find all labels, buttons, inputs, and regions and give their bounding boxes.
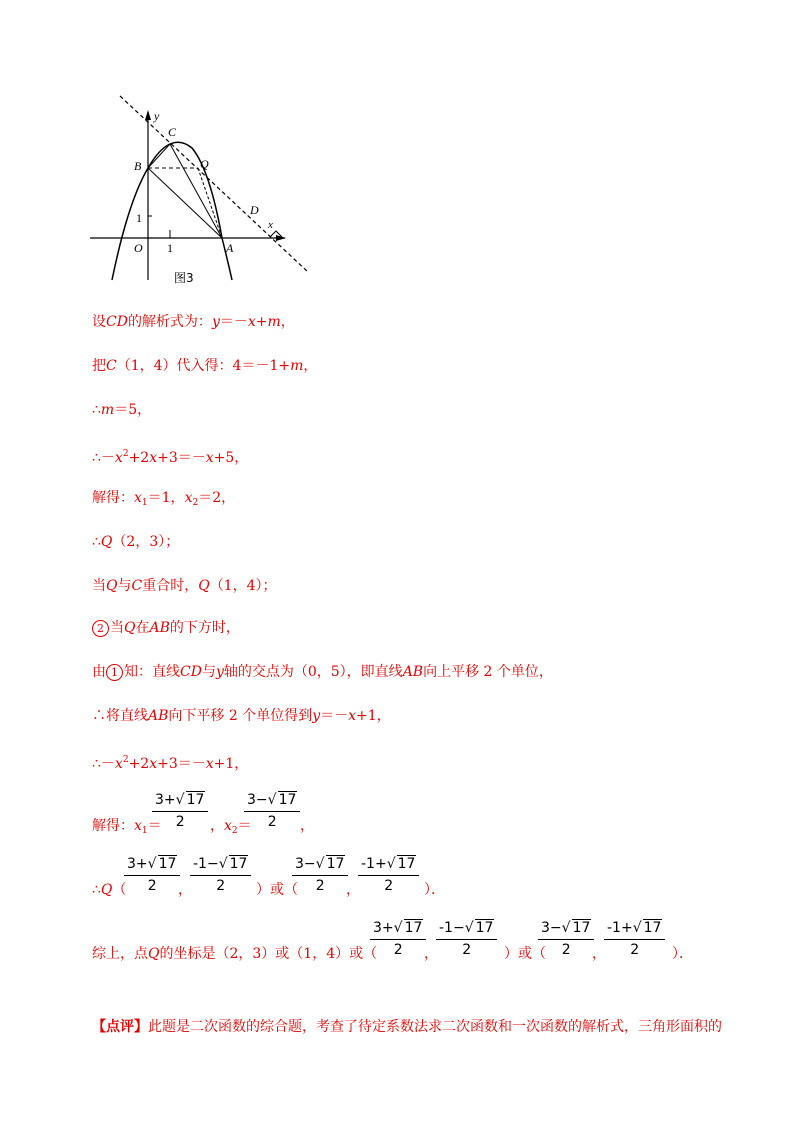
segment-ba <box>148 168 222 238</box>
circled-number-2: 2 <box>92 620 109 637</box>
segment-ca <box>170 144 222 238</box>
fraction-x1: $\frac{3+√ 17}{2}$ <box>152 792 208 830</box>
label-y: y <box>154 109 160 123</box>
geometry-figure <box>90 90 330 290</box>
fraction-s1-y: $\frac{-1-√ 17}{2}$ <box>436 920 497 958</box>
review-paragraph <box>92 1016 722 1036</box>
solution-line-3: ∴m＝5， <box>92 402 152 418</box>
solution-line-13: ∴Q（ <box>92 882 127 898</box>
fraction-s1-x: $\frac{3+√ 17}{2}$ <box>370 920 426 958</box>
solution-line-9: 由 1 知：直线CD与y轴的交点为（0，5），即直线AB向上平移 2 个单位， <box>92 664 553 680</box>
solution-line-2: 把C（1，4）代入得：4＝－1+m， <box>92 358 318 374</box>
fraction-s2-y: $\frac{-1+√ 17}{2}$ <box>604 920 665 958</box>
solution-line-4: $\therefore-x^2+2x+3=-x+5$， <box>92 449 249 466</box>
fraction-q2-x: $\frac{3-√ 17}{2}$ <box>292 856 348 894</box>
solution-line-7: 当Q与C重合时，Q（1，4）； <box>92 578 277 594</box>
fraction-q1-x: $\frac{3+√ 17}{2}$ <box>124 856 180 894</box>
solution-line-8: 2 当Q在AB的下方时， <box>92 618 240 638</box>
tick-label-y1: 1 <box>136 211 142 225</box>
parabola <box>112 142 232 280</box>
segment-bc <box>148 144 170 168</box>
circled-number-1: 1 <box>106 664 123 681</box>
solution-line-1: 设CD的解析式为：y＝－x+m， <box>92 314 295 330</box>
label-q: Q <box>200 157 209 171</box>
solution-line-10: ∴将直线AB向下平移 2 个单位得到y＝－x+1， <box>92 708 391 724</box>
solution-line-12: 解得：$x_1=$ <box>92 818 162 836</box>
label-a: A <box>226 241 234 255</box>
solution-line-5: 解得：$x_1=1$，$x_2=2$， <box>92 490 236 508</box>
review-tag: 【点评】 <box>92 1019 148 1035</box>
fraction-s2-x: $\frac{3-√ 17}{2}$ <box>538 920 594 958</box>
review-text: 此题是二次函数的综合题，考查了待定系数法求二次函数和一次函数的解析式，三角形面积的 <box>148 1019 722 1035</box>
solution-line-6: ∴Q（2，3）； <box>92 534 180 550</box>
label-b: B <box>134 159 142 173</box>
fraction-q2-y: $\frac{-1+√ 17}{2}$ <box>358 856 419 894</box>
solution-line-11: $\therefore-x^2+2x+3=-x+1$， <box>92 755 249 772</box>
solution-line-14: 综上，点Q的坐标是（2，3）或（1，4）或（ <box>92 946 378 962</box>
label-d: D <box>250 203 259 217</box>
solution-line-12b: ，$x_2=$ <box>210 818 252 836</box>
label-c: C <box>168 125 177 139</box>
segment-qa <box>198 168 222 238</box>
label-x: x <box>268 219 273 231</box>
label-o: O <box>134 241 143 255</box>
y-axis-arrow <box>145 110 151 120</box>
tick-label-x1: 1 <box>167 241 173 255</box>
fraction-q1-y: $\frac{-1-√ 17}{2}$ <box>190 856 251 894</box>
fraction-x2: $\frac{3-√ 17}{2}$ <box>244 792 300 830</box>
solution-line-12c: ， <box>300 818 314 834</box>
figure-caption: 图3 <box>174 271 194 285</box>
